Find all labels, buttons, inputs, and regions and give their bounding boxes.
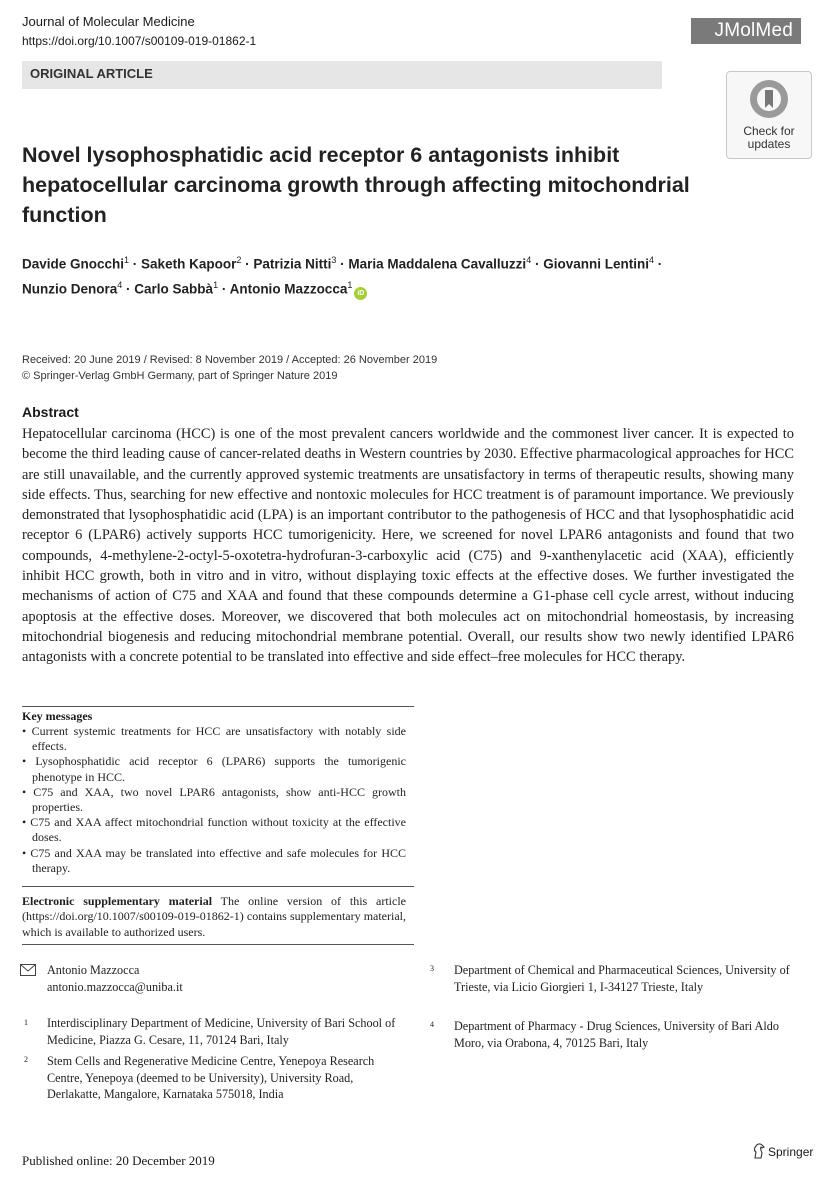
publisher-logo bbox=[752, 1143, 813, 1159]
envelope-icon bbox=[20, 964, 36, 976]
key-message-item: • C75 and XAA may be translated into effective and safe molecules for HCC therapy. bbox=[22, 845, 406, 875]
key-messages-top-rule bbox=[22, 706, 414, 707]
key-message-item: • Lysophosphatidic acid receptor 6 (LPAR6) supports the tumorigenic phenotype in HCC. bbox=[22, 754, 406, 784]
key-messages-bottom-rule bbox=[22, 886, 414, 887]
affiliation-text: Stem Cells and Regenerative Medicine Centre, Yenepoya Research Centre, Yenepoya (deemed to be University), University Road, Derlakatte, Mangalore, Karnataka 575018, India bbox=[47, 1054, 375, 1101]
author-name[interactable]: Nunzio Denora bbox=[22, 281, 118, 296]
key-messages-heading: Key messages bbox=[22, 709, 93, 723]
article-dates bbox=[22, 352, 437, 384]
author-aff: 1 bbox=[347, 279, 353, 290]
affiliation-text: Department of Chemical and Pharmaceutical Sciences, University of Trieste, via Licio Giorgieri 1, I-34127 Trieste, Italy bbox=[454, 963, 790, 994]
copyright: © Springer-Verlag GmbH Germany, part of Springer Nature 2019 bbox=[22, 370, 338, 382]
author-name[interactable]: Davide Gnocchi bbox=[22, 256, 125, 272]
author-aff: 1 bbox=[124, 255, 130, 265]
author-name[interactable]: Carlo Sabbà bbox=[134, 281, 214, 296]
author-aff: 4 bbox=[526, 255, 532, 265]
key-message-item: • Current systemic treatments for HCC are unsatisfactory with notably side effects. bbox=[22, 724, 406, 754]
affiliation-number: 1 bbox=[24, 1018, 28, 1027]
check-label-1: Check for bbox=[743, 124, 795, 138]
author-name[interactable]: Saketh Kapoor bbox=[141, 256, 237, 272]
affiliation-text: Department of Pharmacy - Drug Sciences, University of Bari Aldo Moro, via Orabona, 4, 70125 Bari, Italy bbox=[454, 1019, 779, 1050]
check-label-2: updates bbox=[747, 137, 791, 151]
springer-horse-icon bbox=[752, 1143, 766, 1159]
corresponding-email[interactable]: antonio.mazzocca@uniba.it bbox=[47, 979, 183, 994]
key-message-item: • C75 and XAA affect mitochondrial function without toxicity at the effective doses. bbox=[22, 815, 406, 845]
affiliation-number: 4 bbox=[430, 1020, 434, 1029]
author-name[interactable]: Patrizia Nitti bbox=[253, 256, 332, 272]
author-list: Davide Gnocchi$^1$ · Saketh Kapoor$^2$ · Patrizia Nitti$^3$ · Maria Maddalena Cavalluzzi$^4$ · Giovanni Lentini$^4$ · Nunzio Denora$^4$ · Carlo Sabbà$^1$ · Antonio Mazzocca$^1$iD bbox=[22, 250, 782, 300]
corresponding-name: Antonio Mazzocca bbox=[47, 963, 140, 977]
published-online: Published online: 20 December 2019 bbox=[22, 1153, 215, 1168]
journal-badge: JMolMed bbox=[691, 18, 801, 44]
check-updates-icon bbox=[748, 78, 790, 120]
author-aff: 4 bbox=[648, 255, 654, 265]
esm-bottom-rule bbox=[22, 944, 414, 945]
author-name[interactable]: Maria Maddalena Cavalluzzi bbox=[348, 256, 527, 272]
author-aff: 4 bbox=[117, 279, 123, 290]
doi-link[interactable]: https://doi.org/10.1007/s00109-019-01862-1 bbox=[22, 34, 257, 48]
abstract-text: Hepatocellular carcinoma (HCC) is one of the most prevalent cancers worldwide and the commonest liver cancer. It is expected to become the third leading cause of cancer-related deaths in Western countries by 2030. Effective pharmacological approaches for HCC are still unavailable, and the currently approved systemic treatments are unsatisfactory in terms of therapeutic results, showing many side effects. Thus, searching for new effective and nontoxic molecules for HCC treatment is of paramount importance. We previously demonstrated that lysophosphatidic acid (LPA) is an important contributor to the pathogenesis of HCC and that lysophosphatidic acid receptor 6 (LPAR6) actively supports HCC tumorigenicity. Here, we screened for novel LPAR6 antagonists and found that two compounds, 4-methylene-2-octyl-5-oxotetra-hydrofuran-3-carboxylic acid (C75) and 9-xanthenylacetic acid (XAA), efficiently inhibit HCC growth, both in vitro and in vitro, without displaying toxic effects at the effective doses. We further investigated the mechanisms of action of C75 and XAA and found that these compounds determine a G1-phase cell cycle arrest, without inducing apoptosis at the effective doses. Moreover, we discovered that both molecules act on mitochondrial homeostasis, by increasing mitochondrial biogenesis and reducing mitochondrial membrane potential. Overall, our results show two newly identified LPAR6 antagonists with a concrete potential to be translated into effective and side effect–free molecules for HCC therapy. bbox=[22, 426, 794, 666]
orcid-icon[interactable]: iD bbox=[354, 287, 367, 300]
author-aff: 1 bbox=[213, 279, 219, 290]
affiliation-text: Interdisciplinary Department of Medicine, University of Bari School of Medicine, Piazza G. Cesare, 11, 70124 Bari, Italy bbox=[47, 1016, 396, 1047]
history-dates: Received: 20 June 2019 / Revised: 8 November 2019 / Accepted: 26 November 2019 bbox=[22, 354, 438, 366]
author-aff: 3 bbox=[331, 255, 337, 265]
key-message-item: • C75 and XAA, two novel LPAR6 antagonists, show anti-HCC growth properties. bbox=[22, 784, 406, 815]
check-for-updates-button[interactable] bbox=[726, 71, 812, 159]
esm-heading: Electronic supplementary material bbox=[22, 894, 213, 908]
affiliation-number: 2 bbox=[24, 1055, 28, 1064]
author-name[interactable]: Giovanni Lentini bbox=[543, 256, 649, 272]
esm-text: The online version of this article (https://doi.org/10.1007/s00109-019-01862-1) contains supplementary material, which is available to authorized users. bbox=[22, 894, 406, 939]
supplementary-material-note bbox=[22, 894, 406, 940]
paper-title: Novel lysophosphatidic acid receptor 6 antagonists inhibit hepatocellular carcinoma growth through affecting mitochondrial function bbox=[22, 143, 690, 227]
corresponding-author bbox=[47, 962, 183, 995]
key-messages-list bbox=[22, 724, 406, 876]
author-name[interactable]: Antonio Mazzocca bbox=[229, 281, 348, 296]
abstract-heading: Abstract bbox=[22, 404, 79, 420]
affiliation-number: 3 bbox=[430, 964, 434, 973]
author-aff: 2 bbox=[236, 255, 242, 265]
publisher-name: Springer bbox=[768, 1145, 814, 1159]
article-type: ORIGINAL ARTICLE bbox=[30, 66, 153, 81]
journal-name: Journal of Molecular Medicine bbox=[22, 14, 195, 29]
